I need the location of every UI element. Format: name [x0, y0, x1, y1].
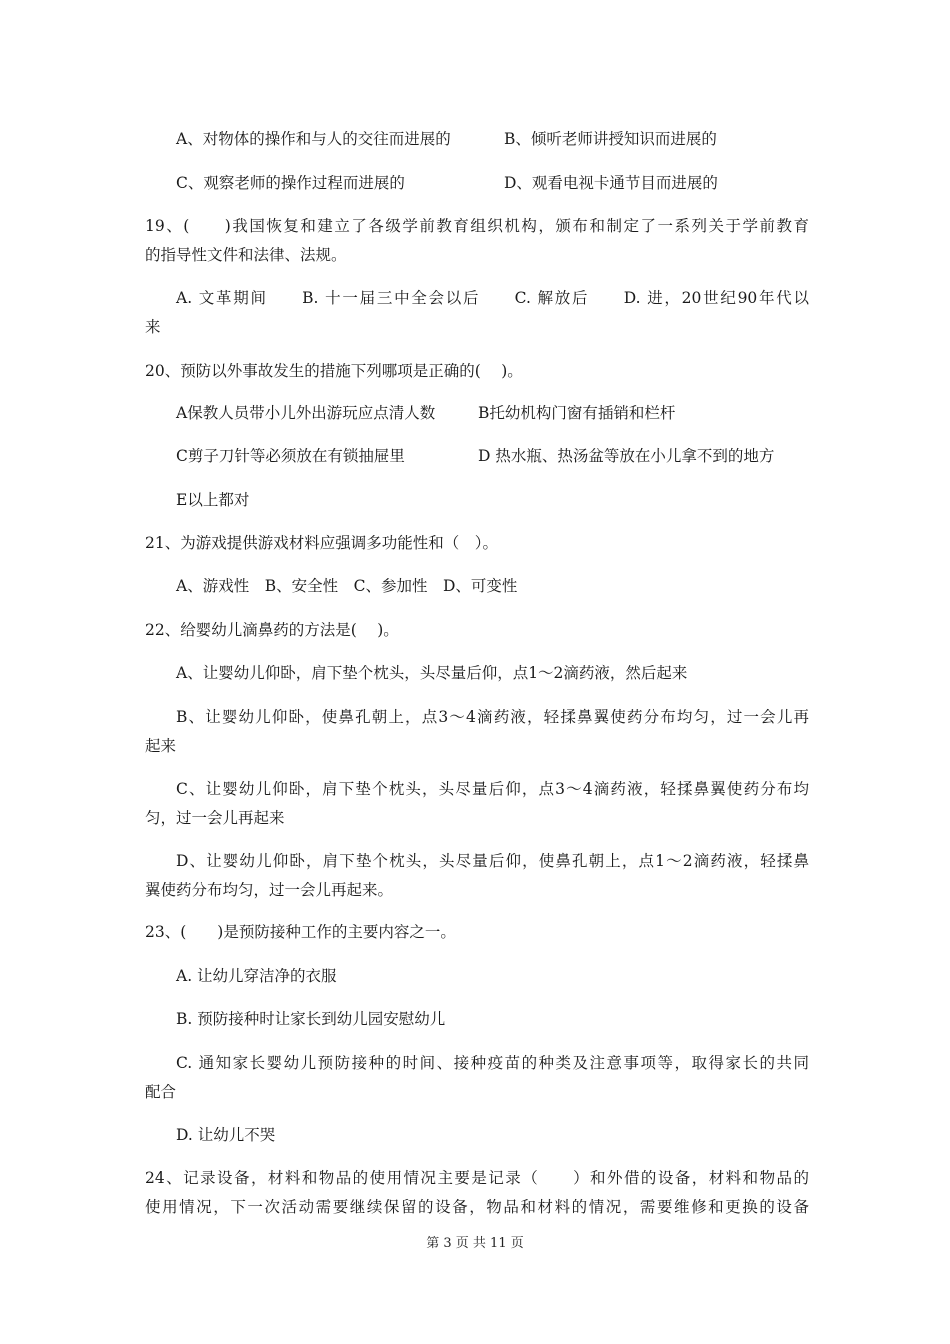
q23-option-c-line2: 配合	[145, 1083, 177, 1101]
q19-options-line1: A. 文革期间 B. 十一届三中全会以后 C. 解放后 D. 进，20世纪90年代以	[176, 289, 809, 307]
q22-stem: 22、给婴幼儿滴鼻药的方法是( )。	[145, 621, 399, 639]
q22-option-a: A、让婴幼儿仰卧，肩下垫个枕头，头尽量后仰，点1～2滴药液，然后起来	[176, 664, 688, 682]
q23-option-a: A. 让幼儿穿洁净的衣服	[176, 967, 337, 985]
q19-stem-line1: 19、( )我国恢复和建立了各级学前教育组织机构，颁布和制定了一系列关于学前教育	[145, 217, 809, 235]
q21-stem: 21、为游戏提供游戏材料应强调多功能性和（ ）。	[145, 534, 498, 552]
q19-options-line2: 来	[145, 318, 161, 336]
q24-stem-line2: 使用情况，下一次活动需要继续保留的设备，物品和材料的情况，需要维修和更换的设备	[145, 1198, 809, 1216]
q22-option-c-line2: 匀，过一会儿再起来	[145, 809, 285, 827]
q21-options: A、游戏性 B、安全性 C、参加性 D、可变性	[176, 577, 518, 595]
q23-option-d: D. 让幼儿不哭	[176, 1126, 276, 1144]
q20-option-b: B托幼机构门窗有插销和栏杆	[478, 404, 676, 422]
q20-option-a: A保教人员带小儿外出游玩应点清人数	[176, 404, 436, 422]
q22-option-b-line1: B、让婴幼儿仰卧，使鼻孔朝上，点3～4滴药液，轻揉鼻翼使药分布均匀，过一会儿再	[176, 708, 809, 726]
q22-option-c-line1: C、让婴幼儿仰卧，肩下垫个枕头，头尽量后仰，点3～4滴药液，轻揉鼻翼使药分布均	[176, 780, 809, 798]
q22-option-b-line2: 起来	[145, 737, 177, 755]
q18-option-b: B、倾听老师讲授知识而进展的	[504, 130, 717, 148]
q24-stem-line1: 24、记录设备，材料和物品的使用情况主要是记录（ ）和外借的设备，材料和物品的	[145, 1169, 809, 1187]
q20-option-d: D 热水瓶、热汤盆等放在小儿拿不到的地方	[478, 447, 775, 465]
q22-option-d-line2: 翼使药分布均匀，过一会儿再起来。	[145, 881, 394, 899]
q20-stem: 20、预防以外事故发生的措施下列哪项是正确的( )。	[145, 362, 523, 380]
q20-option-e: E以上都对	[176, 491, 250, 509]
q20-option-c: C剪子刀针等必须放在有锁抽屉里	[176, 447, 405, 465]
q18-option-d: D、观看电视卡通节目而进展的	[504, 174, 718, 192]
q23-stem: 23、( )是预防接种工作的主要内容之一。	[145, 923, 456, 941]
q22-option-d-line1: D、让婴幼儿仰卧，肩下垫个枕头，头尽量后仰，使鼻孔朝上，点1～2滴药液，轻揉鼻	[176, 852, 809, 870]
q19-stem-line2: 的指导性文件和法律、法规。	[145, 246, 347, 264]
page-footer: 第 3 页 共 11 页	[426, 1236, 524, 1251]
q23-option-b: B. 预防接种时让家长到幼儿园安慰幼儿	[176, 1010, 446, 1028]
q18-option-a: A、对物体的操作和与人的交往而进展的	[176, 130, 451, 148]
q23-option-c-line1: C. 通知家长婴幼儿预防接种的时间、接种疫苗的种类及注意事项等，取得家长的共同	[176, 1054, 809, 1072]
q18-option-c: C、观察老师的操作过程而进展的	[176, 174, 405, 192]
